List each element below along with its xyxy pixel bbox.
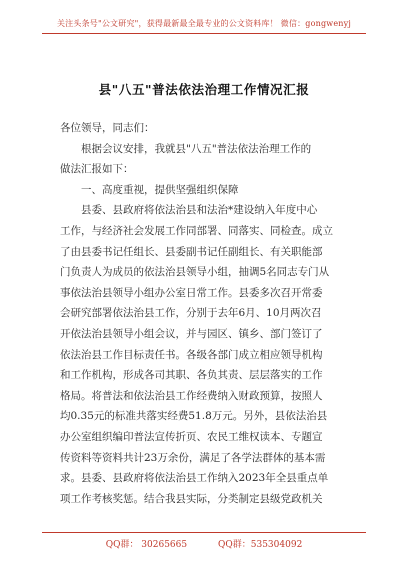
footer bbox=[0, 537, 408, 550]
header-banner: 关注头条号"公文研究"，获得最新最全最专业的公文资料库！ 微信：gongwenyj bbox=[56, 19, 352, 28]
body-line: 事依法治县领导小组办公室日常工作。县委多次召开常委 bbox=[60, 286, 323, 299]
footer-divider bbox=[42, 532, 366, 533]
body-line: 会研究部署依法治县工作，分别于去年6月、10月两次召 bbox=[60, 307, 322, 320]
body-line: 门负责人为成员的依法治县领导小组，抽调5名同志专门从 bbox=[60, 266, 330, 279]
header-divider bbox=[42, 33, 366, 34]
body-line: 开依法治县领导小组会议，并与园区、镇乡、部门签订了 bbox=[60, 327, 323, 340]
document-body bbox=[60, 118, 350, 509]
body-line: 做法汇报如下： bbox=[60, 163, 134, 176]
footer-qq-group-2: QQ群：535304092 bbox=[218, 540, 303, 550]
body-line: 和工作机构，形成各司其职、各负其责、层层落实的工作 bbox=[60, 369, 323, 382]
body-line: 工作，与经济社会发展工作同部署、同落实、同检查。成立 bbox=[60, 224, 333, 237]
body-line: 县委、县政府将依法治县和法治*建设纳入年度中心 bbox=[81, 204, 318, 217]
body-line: 了由县委书记任组长、县委副书记任副组长、有关职能部 bbox=[60, 245, 323, 258]
body-line: 项工作考核奖惩。结合我县实际，分类制定县级党政机关 bbox=[60, 492, 323, 505]
body-line: 格局。将普法和依法治县工作经费纳入财政预算，按照人 bbox=[60, 389, 323, 402]
footer-qq-group-1: QQ群： 30265665 bbox=[105, 540, 188, 550]
salutation: 各位领导，同志们： bbox=[60, 122, 155, 134]
section-heading: 一、高度重视，提供坚强组织保障 bbox=[81, 183, 239, 196]
body-line: 求。县委、县政府将依法治县工作纳入2023年全县重点单 bbox=[60, 472, 329, 485]
body-line: 依法治县工作目标责任书。各级各部门成立相应领导机构 bbox=[60, 348, 323, 361]
body-line: 办公室组织编印普法宣传折页、农民工维权读本、专题宣 bbox=[60, 430, 323, 443]
document-title: 县"八五"普法依法治理工作情况汇报 bbox=[98, 82, 310, 97]
body-line: 均0.35元的标准共落实经费51.8万元。另外，县依法治县 bbox=[60, 410, 328, 423]
body-line: 传资料等资料共计23万余份，满足了各学法群体的基本需 bbox=[60, 451, 326, 464]
body-line: 根据会议安排，我就县"八五"普法依法治理工作的 bbox=[81, 142, 312, 155]
